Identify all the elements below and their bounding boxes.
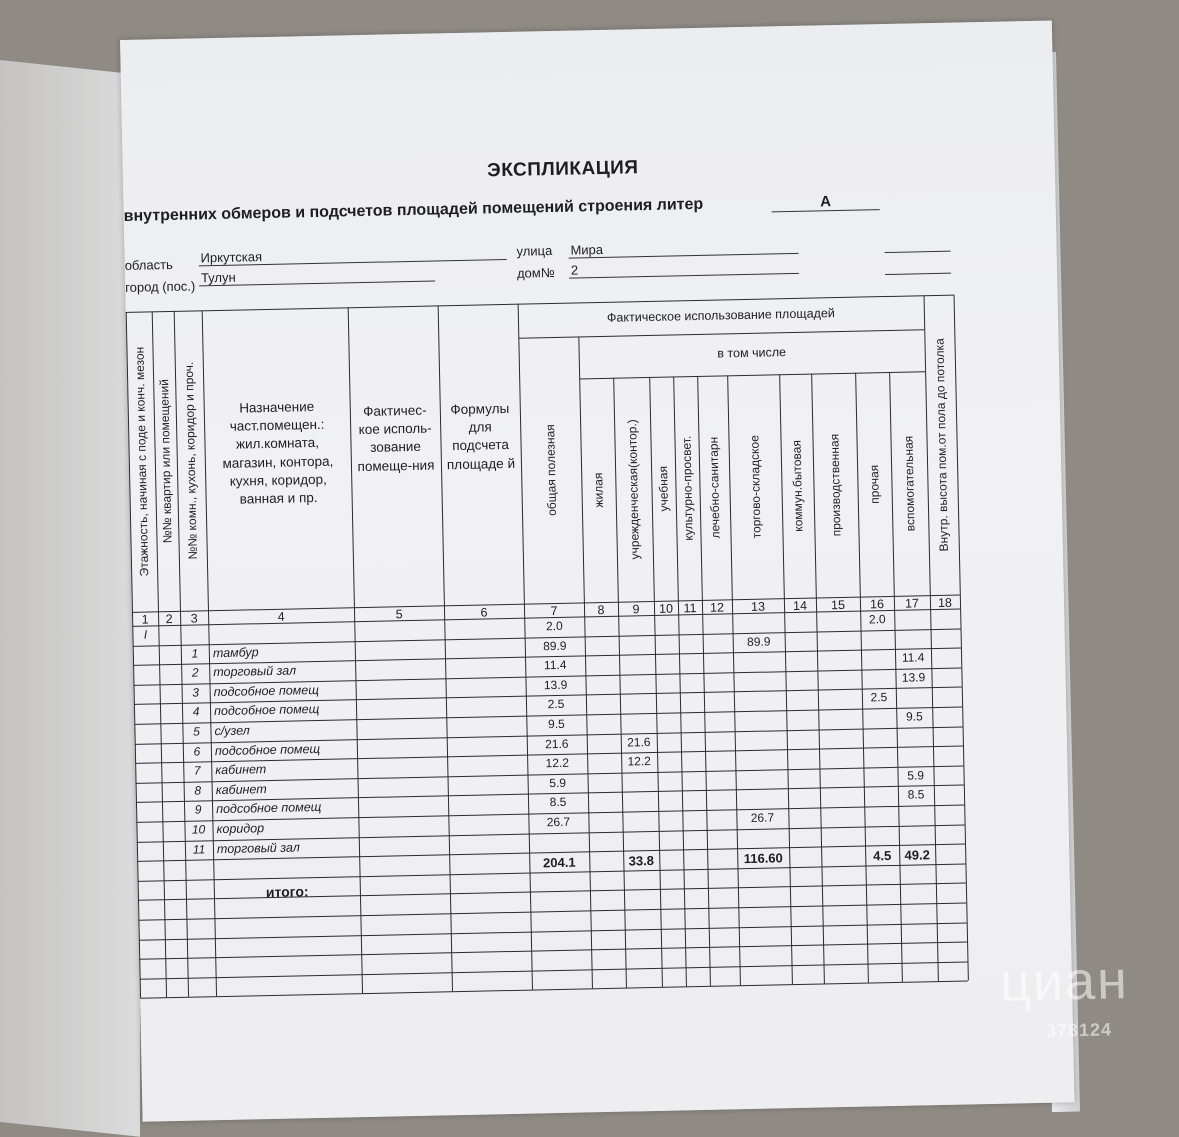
table-column-line <box>811 374 825 984</box>
total-sum: 204.1 <box>542 854 576 871</box>
room-number-cell: 10 <box>191 822 206 837</box>
column-number: 16 <box>869 597 885 612</box>
column-header: культурно-просвет. <box>679 435 696 541</box>
document-subtitle: внутренних обмеров и подсчетов площадей помещений строения литер <box>123 195 704 225</box>
column-header: общая полезная <box>543 424 560 516</box>
aux-area-cell: 8.5 <box>907 787 925 803</box>
room-name-cell: с/узел <box>214 723 250 739</box>
total-area-cell: 21.6 <box>545 736 569 751</box>
column-header: учрежденческая(контор.) <box>625 419 642 560</box>
column-header: жилая <box>591 472 606 508</box>
column-header: учебная <box>656 465 671 512</box>
city-value: Тулун <box>199 265 435 286</box>
room-number-cell: 2 <box>191 665 199 680</box>
room-name-cell: подсобное помещ <box>215 800 322 817</box>
totals-label: итого: <box>265 883 309 900</box>
room-number-cell: 4 <box>192 704 200 720</box>
column-number: 1 <box>141 612 149 627</box>
table-column-line <box>727 375 741 985</box>
total-area-cell: 2.0 <box>545 618 563 634</box>
column-number: 18 <box>937 595 953 610</box>
trade-sum: 116.60 <box>743 850 783 867</box>
room-number-cell: 6 <box>193 744 201 759</box>
street-value: Мира <box>568 238 798 259</box>
aux-area-cell: 13.9 <box>901 670 926 685</box>
trade-area-cell: 89.9 <box>746 634 771 649</box>
column-header: производственная <box>827 433 844 537</box>
region-value: Иркутская <box>198 244 506 266</box>
watermark-id: 378124 <box>1045 1019 1113 1041</box>
other-area-cell: 2.5 <box>870 690 888 705</box>
total-area-cell: 26.7 <box>546 814 571 830</box>
house-label: дом№ <box>516 264 555 281</box>
column-number: 9 <box>632 602 640 617</box>
column-header: лечебно-санитарн <box>706 436 723 539</box>
room-name-cell: подсобное помещ <box>213 702 320 719</box>
column-header: Формулы для подсчета площаде й <box>446 400 516 472</box>
floor-cell: I <box>143 627 148 642</box>
street-label: улица <box>516 242 553 259</box>
column-number: 12 <box>709 600 725 615</box>
column-number: 7 <box>550 603 558 619</box>
room-number-cell: 1 <box>191 646 199 661</box>
aux-area-cell: 5.9 <box>907 768 925 783</box>
column-header: Внутр. высота пом.от пола до потолка <box>932 338 951 552</box>
total-area-cell: 13.9 <box>543 677 568 693</box>
table-row-line <box>139 942 967 960</box>
table-column-line <box>518 304 533 990</box>
column-number: 5 <box>395 607 403 622</box>
table-row-line <box>139 922 967 940</box>
column-number: 3 <box>190 611 198 626</box>
column-header: Этажность, начиная с поде и конч. мезон <box>132 346 152 577</box>
city-label: город (пос.) <box>125 278 196 295</box>
other-sum: 4.5 <box>873 848 892 864</box>
office-area-cell: 21.6 <box>626 734 651 750</box>
column-number: 13 <box>750 599 766 614</box>
column-number: 6 <box>480 605 488 620</box>
region-label: область <box>124 256 174 273</box>
total-area-cell: 9.5 <box>547 716 565 732</box>
table-row-line <box>140 981 968 999</box>
room-name-cell: торговый зал <box>216 840 300 856</box>
room-number-cell: 9 <box>194 802 202 817</box>
group-header: Фактическое использование площадей <box>606 306 835 325</box>
column-header: №№ квартир или помещений <box>157 378 175 544</box>
total-area-cell: 89.9 <box>542 638 567 653</box>
liter-value: А <box>771 192 879 212</box>
column-number: 17 <box>904 596 920 611</box>
watermark: циан <box>999 950 1130 1013</box>
column-number: 10 <box>658 601 674 616</box>
column-header: Назначение част.помещен.: жил.комната, магазин, контора, кухня, коридор, ванная и пр. <box>222 399 334 507</box>
total-area-cell: 5.9 <box>549 775 567 790</box>
column-number: 4 <box>277 609 285 624</box>
table-column-line <box>889 372 903 982</box>
column-number: 15 <box>830 597 846 613</box>
explication-document <box>120 20 1073 1039</box>
table-row-line <box>138 902 966 920</box>
table-column-line <box>954 295 969 981</box>
column-number: 14 <box>792 598 808 614</box>
room-name-cell: кабинет <box>215 762 267 778</box>
aux-sum: 49.2 <box>904 847 931 863</box>
document-sheet <box>120 20 1130 1121</box>
room-number-cell: 5 <box>193 724 200 739</box>
column-header: прочая <box>867 464 882 504</box>
column-number: 11 <box>683 601 697 616</box>
column-header: коммун.бытовая <box>789 439 806 532</box>
house-value: 2 <box>569 258 799 279</box>
total-area-cell: 8.5 <box>549 795 567 810</box>
subgroup-header: в том числе <box>717 345 787 361</box>
aux-area-cell: 11.4 <box>901 650 925 665</box>
column-header: вспомогательная <box>901 435 918 532</box>
document-title: ЭКСПЛИКАЦИЯ <box>486 157 639 182</box>
room-name-cell: подсобное помещ <box>213 682 320 699</box>
office-sum: 33.8 <box>628 853 655 869</box>
room-number-cell: 7 <box>193 763 201 778</box>
column-header: торгово-складское <box>747 435 764 539</box>
room-number-cell: 8 <box>194 783 202 798</box>
room-name-cell: тамбур <box>212 644 259 660</box>
other-area-cell: 2.0 <box>868 612 886 627</box>
column-number: 2 <box>165 612 173 627</box>
column-number: 8 <box>597 602 605 618</box>
room-name-cell: коридор <box>216 821 265 837</box>
blank-line <box>885 251 951 253</box>
table-row-line <box>138 883 966 901</box>
subgroup-header-line <box>579 371 925 379</box>
trade-area-cell: 26.7 <box>750 810 775 825</box>
total-area-cell: 12.2 <box>545 755 570 771</box>
room-name-cell: кабинет <box>215 781 267 797</box>
table-column-line <box>613 378 627 988</box>
group-header-line <box>518 329 924 339</box>
aux-area-cell: 9.5 <box>905 709 923 724</box>
blank-line <box>885 273 951 275</box>
total-area-cell: 11.4 <box>543 657 567 673</box>
office-area-cell: 12.2 <box>627 754 652 769</box>
room-number-cell: 3 <box>192 685 200 700</box>
room-name-cell: подсобное помещ <box>214 741 321 758</box>
column-header: Фактичес-кое исполь-зование помеще-ния <box>357 402 435 474</box>
left-page <box>0 60 140 1137</box>
table-row-line <box>140 961 968 979</box>
column-header: №№ комн., кухонь, коридор и проч. <box>181 361 200 560</box>
total-area-cell: 2.5 <box>547 697 565 712</box>
room-number-cell: 11 <box>192 841 206 857</box>
room-name-cell: торговый зал <box>213 663 297 680</box>
